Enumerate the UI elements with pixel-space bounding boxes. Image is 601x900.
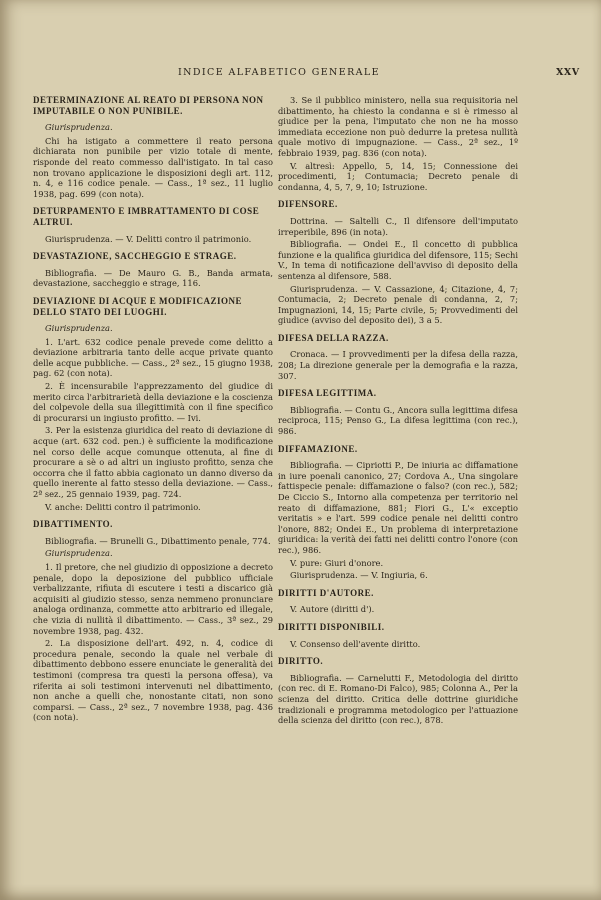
index-paragraph: Chi ha istigato a commettere il reato persona dichiarata non punibile per vizio totale di mente, risponde del reato commesso dall'istigato. In tal caso non trovano applicazione le disposizioni degli art. 112, n. 4, e 116 codice penale. — Cass., 1ª sez., 11 luglio 1938, pag. 699 (con nota). bbox=[33, 135, 273, 199]
index-paragraph: V. pure: Giuri d'onore. bbox=[290, 557, 384, 568]
index-entry-heading: DIRITTI D'AUTORE. bbox=[278, 587, 374, 598]
index-paragraph: Bibliografia. — Cipriotti P., De iniuria ac diffamatione in iure poenali canonico, 27; Cordova A., Una singolare fattispecie penale: diffamazione o falso? (con rec.), 582; De Ciccio S., Intorno alla competenza per territorio nel reato di diffamazione, 881; Fiori G., L'« exceptio veritatis » e l'art. 599 codice penale nei delitti contro l'onore, 882; Ondei E., Un problema di interpretazione giuridica: la verità dei fatti nei delitti contro l'onore (con rec.), 986. bbox=[278, 460, 518, 555]
index-paragraph: Bibliografia. — Ondei E., Il concetto di pubblica funzione e la qualifica giuridica del difensore, 115; Sechi V., In tema di notificazione dell'avviso di deposito della sentenza al difensore, 588. bbox=[278, 239, 518, 281]
section-label: Giurisprudenza. bbox=[45, 122, 113, 133]
index-paragraph: Dottrina. — Saltelli C., Il difensore dell'imputato irreperibile, 896 (in nota). bbox=[278, 215, 518, 237]
index-paragraph: 3. Se il pubblico ministero, nella sua requisitoria nel dibattimento, ha chiesto la condanna e si è rimesso al giudice per la pena, l'imputato che non ne ha mosso immediata eccezione non può dedurre la pretesa nullità quale motivo di impugnazione. — Cass., 2ª sez., 1º febbraio 1939, pag. 836 (con nota). bbox=[278, 95, 518, 158]
right-column bbox=[278, 95, 518, 728]
index-entry-heading: DIFENSORE. bbox=[278, 199, 338, 210]
header-title: INDICE ALFABETICO GENERALE bbox=[178, 67, 380, 78]
index-paragraph: 2. È incensurabile l'apprezzamento del giudice di merito circa l'arbitrarietà della deviazione e la coscienza del colpevole della sua illegittimità con il fine specifico di procurarsi un ingiusto profitto. — Ivi. bbox=[33, 381, 273, 423]
index-entry-heading: DIRITTO. bbox=[278, 656, 324, 667]
index-entry-heading: DIRITTI DISPONIBILI. bbox=[278, 621, 385, 632]
index-paragraph: Cronaca. — I provvedimenti per la difesa della razza, 208; La direzione generale per la demografia e la razza, 307. bbox=[278, 349, 518, 381]
index-paragraph: Giurisprudenza. — V. Ingiuria, 6. bbox=[290, 570, 428, 581]
left-column bbox=[33, 95, 273, 725]
index-paragraph: Bibliografia. — De Mauro G. B., Banda armata, devastazione, saccheggio e strage, 116. bbox=[33, 267, 273, 289]
index-paragraph: Bibliografia. — Brunelli G., Dibattimento penale, 774. bbox=[45, 535, 271, 546]
index-entry-heading: DIFESA LEGITTIMA. bbox=[278, 388, 377, 399]
index-entry-heading: DIFESA DELLA RAZZA. bbox=[278, 332, 389, 343]
index-entry-heading: DEVASTAZIONE, SACCHEGGIO E STRAGE. bbox=[33, 251, 237, 262]
index-paragraph: Bibliografia. — Contu G., Ancora sulla legittima difesa reciproca, 115; Penso G., La difesa legittima (con rec.), 986. bbox=[278, 404, 518, 437]
index-paragraph: V. Consenso dell'avente diritto. bbox=[290, 638, 421, 649]
index-paragraph: 1. Il pretore, che nel giudizio di opposizione a decreto penale, dopo la deposizione del pubblico ufficiale verbalizzante, rifiuta di escutere i testi a discarico già acquisiti al giudizio stesso, senza nemmeno pronunciare analoga ordinanza, commette atto arbitrario ed illegale, che vizia di nullità il dibattimento. — Cass., 3ª sez., 29 novembre 1938, pag. 432. bbox=[33, 561, 273, 636]
index-entry-heading: DEVIAZIONE DI ACQUE E MODIFICAZIONE DELLO STATO DEI LUOGHI. bbox=[33, 295, 243, 317]
index-paragraph: Giurisprudenza. — V. Delitti contro il patrimonio. bbox=[45, 233, 252, 244]
index-paragraph: Bibliografia. — Carnelutti F., Metodologia del diritto (con rec. di E. Romano-Di Falco), 985; Colonna A., Per la scienza del diritto. Critica delle dottrine giuridiche tradizionali e programma metodologico per l'attuazione della scienza del diritto (con rec.), 878. bbox=[278, 672, 518, 726]
section-label: Giurisprudenza. bbox=[45, 548, 113, 559]
index-paragraph: V. altresì: Appello, 5, 14, 15; Connessione dei procedimenti, 1; Contumacia; Decreto penale di condanna, 4, 5, 7, 9, 10; Istruzione. bbox=[278, 160, 518, 192]
index-entry-heading: DETURPAMENTO E IMBRATTAMENTO DI COSE ALTRUI. bbox=[33, 206, 260, 227]
index-paragraph: 1. L'art. 632 codice penale prevede come delitto a deviazione arbitraria tanto delle acque private quanto delle acque pubbliche. — Cass., 2ª sez., 15 giugno 1938, pag. 62 (con nota). bbox=[33, 336, 273, 379]
index-entry-heading: DETERMINAZIONE AL REATO DI PERSONA NON IMPUTABILE O NON PUNIBILE. bbox=[33, 95, 264, 116]
section-label: Giurisprudenza. bbox=[45, 323, 113, 334]
index-paragraph: Giurisprudenza. — V. Cassazione, 4; Citazione, 4, 7; Contumacia, 2; Decreto penale di condanna, 2, 7; Impugnazioni, 14, 15; Parte civile, 5; Provvedimenti del giudice (avviso del deposito dei), 3 a 5. bbox=[278, 283, 518, 326]
index-entry-heading: DIFFAMAZIONE. bbox=[278, 443, 358, 454]
index-paragraph: 3. Per la esistenza giuridica del reato di deviazione di acque (art. 632 cod. pen.) è sufficiente la modificazione nel corso delle acque comunque ottenuta, al fine di procurare a sè o ad altri un ingiusto profitto, senza che occorra che il fatto abbia cagionato un danno diverso da quello inerente al fatto stesso della deviazione. — Cass., 2ª sez., 25 gennaio 1939, pag. 724. bbox=[33, 425, 273, 499]
index-entry-heading: DIBATTIMENTO. bbox=[33, 519, 113, 530]
index-paragraph: V. anche: Delitti contro il patrimonio. bbox=[45, 501, 201, 512]
page-number: XXV bbox=[556, 67, 580, 78]
index-paragraph: V. Autore (diritti d'). bbox=[290, 604, 375, 615]
index-paragraph: 2. La disposizione dell'art. 492, n. 4, codice di procedura penale, secondo la quale nel verbale di dibattimento debbono essere enunciate le generalità dei testimoni (compresa tra questi la persona offesa), va riferita ai soli testimoni intervenuti nel dibattimento, non anche a quelli che, nonostante citati, non sono comparsi. — Cass., 2ª sez., 7 novembre 1938, pag. 436 (con nota). bbox=[33, 638, 273, 723]
